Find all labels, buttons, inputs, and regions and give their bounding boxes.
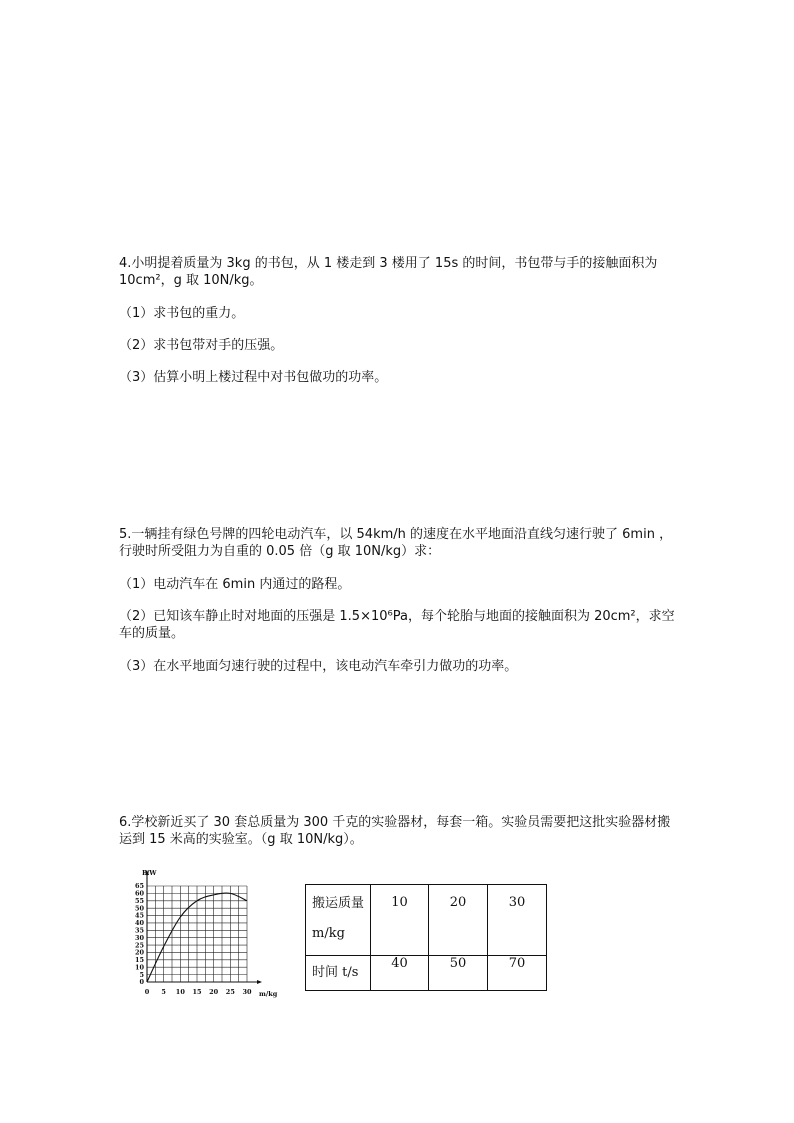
q4-sub2: （2）求书包带对手的压强。: [119, 338, 284, 353]
y-tick-labels: [135, 882, 145, 986]
x-tick-label: 20: [209, 988, 219, 996]
q4-sub1: （1）求书包的重力。: [119, 306, 245, 321]
y-tick-label: 10: [134, 963, 144, 972]
q5-sub3: （3）在水平地面匀速行驶的过程中，该电动汽车牵引力做功的功率。: [119, 659, 518, 674]
y-tick-label: 25: [134, 941, 144, 950]
table-header-time: 时间 t/s: [306, 956, 371, 991]
y-tick-label: 55: [134, 896, 144, 905]
y-tick-label: 65: [134, 882, 144, 891]
q5-sub1: （1）电动汽车在 6min 内通过的路程。: [119, 577, 351, 592]
x-tick-labels: [145, 988, 252, 996]
y-tick-label: 50: [134, 904, 144, 913]
x-tick-label: 25: [225, 988, 235, 996]
table-cell: 30: [488, 885, 547, 956]
table-row: [306, 885, 547, 956]
y-tick-label: 30: [134, 933, 144, 942]
table-header-mass: 搬运质量 m/kg: [306, 885, 371, 956]
x-tick-label: 30: [242, 988, 252, 996]
table-row: [306, 956, 547, 991]
table-cell: 70: [488, 956, 547, 991]
y-tick-label: 40: [134, 919, 144, 928]
x-tick-label: 0: [144, 988, 150, 996]
y-tick-label: 15: [134, 956, 144, 965]
x-axis-label: m/kg: [259, 990, 278, 998]
table-cell: 10: [371, 885, 429, 956]
q6-stem: 6.学校新近买了 30 套总质量为 300 千克的实验器材，每套一箱。实验员需要把这批实验器材搬运到 15 米高的实验室。（g 取 10N/kg）。: [119, 815, 671, 847]
q4-stem: 4.小明提着质量为 3kg 的书包，从 1 楼走到 3 楼用了 15s 的时间，书包带与手的接触面积为 10cm²，g 取 10N/kg。: [119, 256, 662, 288]
power-mass-chart: [128, 866, 284, 1002]
y-tick-label: 35: [134, 926, 144, 935]
y-tick-label: 60: [134, 889, 144, 898]
q5-stem: 5.一辆挂有绿色号牌的四轮电动汽车，以 54km/h 的速度在水平地面沿直线匀速行驶了 6min ，行驶时所受阻力为自重的 0.05 倍（g 取 10N/kg）求：: [119, 527, 673, 559]
y-tick-label: 5: [139, 970, 144, 979]
x-axis-arrow: [257, 980, 262, 984]
table-cell: 40: [371, 956, 429, 991]
y-tick-label: 20: [134, 948, 144, 957]
y-tick-label: 45: [134, 911, 144, 920]
table-cell: 50: [429, 956, 488, 991]
chart-axes: [145, 870, 262, 984]
data-table: [305, 884, 547, 991]
y-tick-label: 0: [139, 978, 144, 987]
q4-sub3: （3）估算小明上楼过程中对书包做功的功率。: [119, 370, 388, 385]
x-tick-label: 5: [161, 988, 166, 996]
x-tick-label: 10: [175, 988, 185, 996]
y-axis-label: P/W: [142, 869, 157, 877]
table-cell: 20: [429, 885, 488, 956]
q5-sub2: （2）已知该车静止时对地面的压强是 1.5×10⁶Pa，每个轮胎与地面的接触面积为 20cm²，求空车的质量。: [119, 609, 675, 641]
x-tick-label: 15: [192, 988, 202, 996]
